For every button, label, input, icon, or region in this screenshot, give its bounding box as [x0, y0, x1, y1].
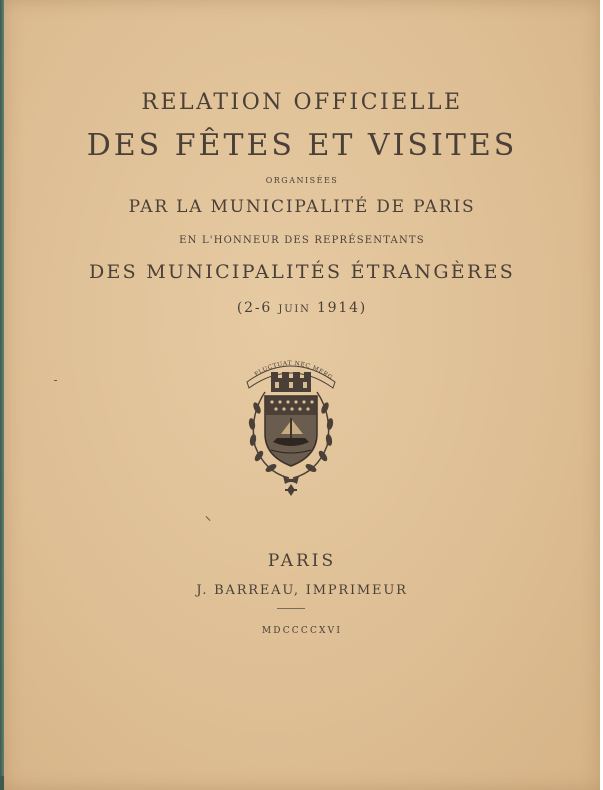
imprint-city: PARIS — [267, 551, 337, 571]
title-line-3: ORGANISÉES — [265, 176, 339, 185]
motto-text: FLUCTUAT NEC MERG — [253, 359, 334, 382]
paris-coat-of-arms-icon — [237, 356, 345, 502]
title-line-2: DES FÊTES ET VISITES — [86, 128, 518, 163]
title-line-4: PAR LA MUNICIPALITÉ DE PARIS — [128, 197, 476, 217]
event-dates: (2-6 juin 1914) — [236, 300, 368, 316]
title-line-5: EN L'HONNEUR DES REPRÉSENTANTS — [179, 235, 425, 246]
paper-speck — [206, 516, 211, 521]
title-line-1: RELATION OFFICIELLE — [141, 90, 463, 115]
imprint-divider — [277, 608, 305, 609]
title-line-6: DES MUNICIPALITÉS ÉTRANGÈRES — [88, 261, 516, 283]
imprint-printer: J. BARREAU, IMPRIMEUR — [196, 583, 408, 598]
imprint-year: MDCCCCXVI — [261, 626, 343, 636]
title-page — [4, 0, 600, 790]
paper-speck — [54, 380, 57, 381]
